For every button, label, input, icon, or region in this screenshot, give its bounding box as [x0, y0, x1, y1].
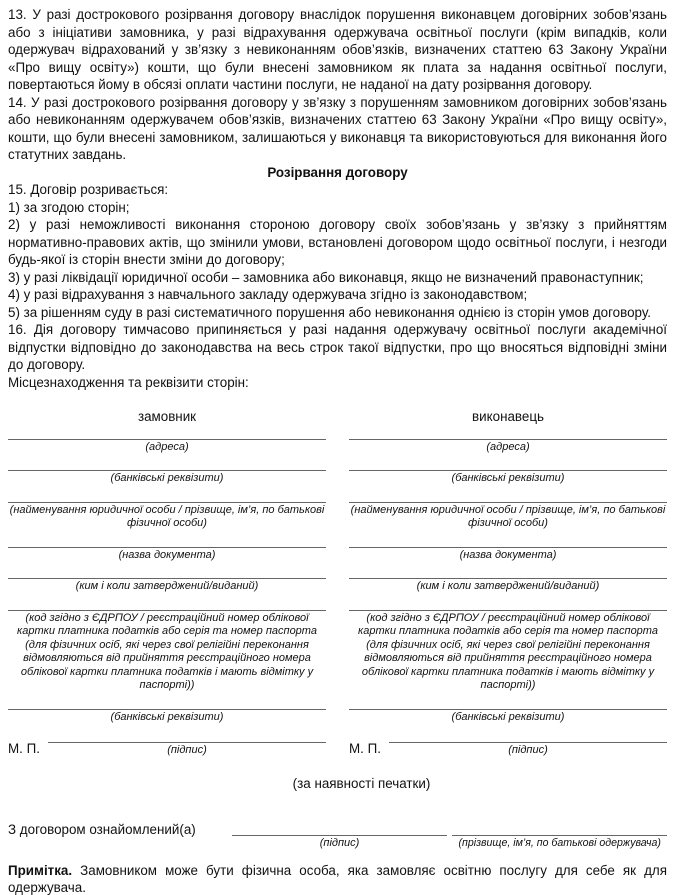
- document-name-caption: (назва документа): [118, 548, 216, 561]
- stamp-label: М. П.: [349, 741, 381, 756]
- requisites-columns: [8, 408, 667, 758]
- bank-details-field: [349, 470, 667, 486]
- stamp-signature-caption: (підпис): [508, 744, 548, 756]
- note-text: Замовником може бути фізична особа, яка замовляє освітню послугу для себе як для одержувача.: [8, 862, 667, 895]
- approved-by-field: [349, 578, 667, 594]
- approved-by-caption: (ким і коли затверджений/виданий): [75, 580, 259, 592]
- address-caption: (адреса): [486, 440, 530, 453]
- seal-availability-note: (за наявності печатки): [292, 775, 431, 791]
- customer-column: [8, 408, 326, 758]
- acknowledgement-signature-caption: (підпис): [319, 837, 360, 849]
- document-name-caption: (назва документа): [459, 548, 557, 561]
- edrpou-code-caption: (код згідно з ЄДРПОУ / реєстраційний номер облікової картки платника податків або серія та номер паспорта (для фізичних осіб, які через свої релігійні переконання відмовляються від прийняття реєстраційного номера облікової картки платника податків і мають відмітку у паспорті)): [17, 611, 317, 691]
- paragraph-15: 15. Договір розривається:: [8, 182, 169, 197]
- acknowledgement-name-caption: (прізвище, ім’я, по батькові одержувача): [458, 837, 661, 849]
- bank-details-caption: (банківські реквізити): [451, 472, 565, 484]
- paragraph-14: 14. У разі дострокового розірвання договору у зв’язку з порушенням замовником договірних зобов’язань або невиконанням одержувачем обов’язків, визначених статтею 63 Закону України «Про вищу освіту», кошти, що були внесені замовником, залишаються у виконавця та використовуються для виконання його статутних завдань.: [8, 94, 667, 162]
- acknowledgement-label: З договором ознайомлений(а): [8, 822, 196, 837]
- list-item-1: 1) за згодою сторін;: [8, 199, 130, 215]
- document-name-field: [8, 547, 326, 563]
- section-heading: Розірвання договору: [267, 164, 408, 180]
- stamp-signature-caption: (підпис): [167, 744, 207, 756]
- bank-details-field: [8, 470, 326, 486]
- paragraph-13: 13. У разі дострокового розірвання договору внаслідок порушення виконавцем договірних зобов’язань або з ініціативи замовника, у разі відрахування одержувача освітньої послуги (крім випадків, коли одержувач відрахований у зв’язку з невиконанням обов’язків, визначених статтею 63 Закону України «Про вищу освіту») кошти, що були внесені замовником як плата за надання освітньої послуги, повертаються йому в обсязі оплати частини послуги, не наданої на дату розірвання договору.: [8, 7, 667, 92]
- list-item-5: 5) за рішенням суду в разі систематичного порушення або невиконання однією із сторін умов договору.: [8, 304, 651, 320]
- bank-details-caption: (банківські реквізити): [110, 472, 224, 484]
- legal-entity-name-field: [349, 502, 667, 531]
- address-field: [8, 439, 326, 455]
- customer-fields: [8, 439, 326, 758]
- legal-entity-name-field: [8, 502, 326, 531]
- customer-column-header: замовник: [137, 409, 197, 424]
- legal-entity-name-caption: (найменування юридичної особи / прізвище, ім’я, по батькові фізичної особи): [9, 503, 325, 529]
- provider-column-header: виконавець: [472, 409, 544, 424]
- note-label: Примітка.: [8, 862, 73, 878]
- list-item-2: 2) у разі неможливості виконання стороною договору своїх зобов’язань у зв’язку з прийняттям нормативно-правових актів, що змінили умови, встановлені договором щодо освітньої послуги, і незгоди будь-якої із сторін внести зміни до договору;: [8, 217, 667, 267]
- provider-column: [349, 408, 667, 758]
- document-name-field: [349, 547, 667, 563]
- bank-details-2-caption: (банківські реквізити): [451, 710, 565, 723]
- bank-details-2-field: [8, 709, 326, 725]
- list-item-4: 4) у разі відрахування з навчального закладу одержувача згідно із законодавством;: [8, 287, 528, 302]
- approved-by-field: [8, 578, 326, 594]
- acknowledgement-name-field: [452, 821, 667, 851]
- stamp-signature-field: [389, 742, 667, 758]
- provider-fields: [349, 439, 667, 758]
- acknowledgement-row: [8, 821, 667, 851]
- stamp-signature-row: [8, 740, 326, 758]
- bank-details-2-caption: (банківські реквізити): [110, 710, 224, 723]
- bank-details-2-field: [349, 709, 667, 725]
- stamp-signature-field: [48, 742, 326, 758]
- edrpou-code-caption: (код згідно з ЄДРПОУ / реєстраційний номер облікової картки платника податків або серія та номер паспорта (для фізичних осіб, які через свої релігійні переконання відмовляються від прийняття реєстраційного номера облікової картки платника податків і мають відмітку у паспорті)): [358, 611, 658, 691]
- edrpou-code-field: [349, 610, 667, 693]
- address-caption: (адреса): [145, 440, 189, 453]
- paragraph-16: 16. Дія договору тимчасово припиняється у разі надання одержувачу освітньої послуги академічної відпустки відповідно до законодавства на весь строк такої відпустки, про що вносяться відповідні зміни до договору.: [8, 322, 667, 372]
- list-item-3: 3) у разі ліквідації юридичної особи – замовника або виконавця, якщо не визначений правонаступник;: [8, 269, 644, 285]
- approved-by-caption: (ким і коли затверджений/виданий): [416, 580, 600, 592]
- edrpou-code-field: [8, 610, 326, 693]
- requisites-label: Місцезнаходження та реквізити сторін:: [8, 374, 249, 390]
- note-paragraph: [8, 862, 667, 895]
- legal-entity-name-caption: (найменування юридичної особи / прізвище, ім’я, по батькові фізичної особи): [350, 503, 666, 529]
- acknowledgement-signature-field: [232, 821, 448, 851]
- address-field: [349, 439, 667, 455]
- stamp-label: М. П.: [8, 741, 40, 756]
- stamp-signature-row: [349, 740, 667, 758]
